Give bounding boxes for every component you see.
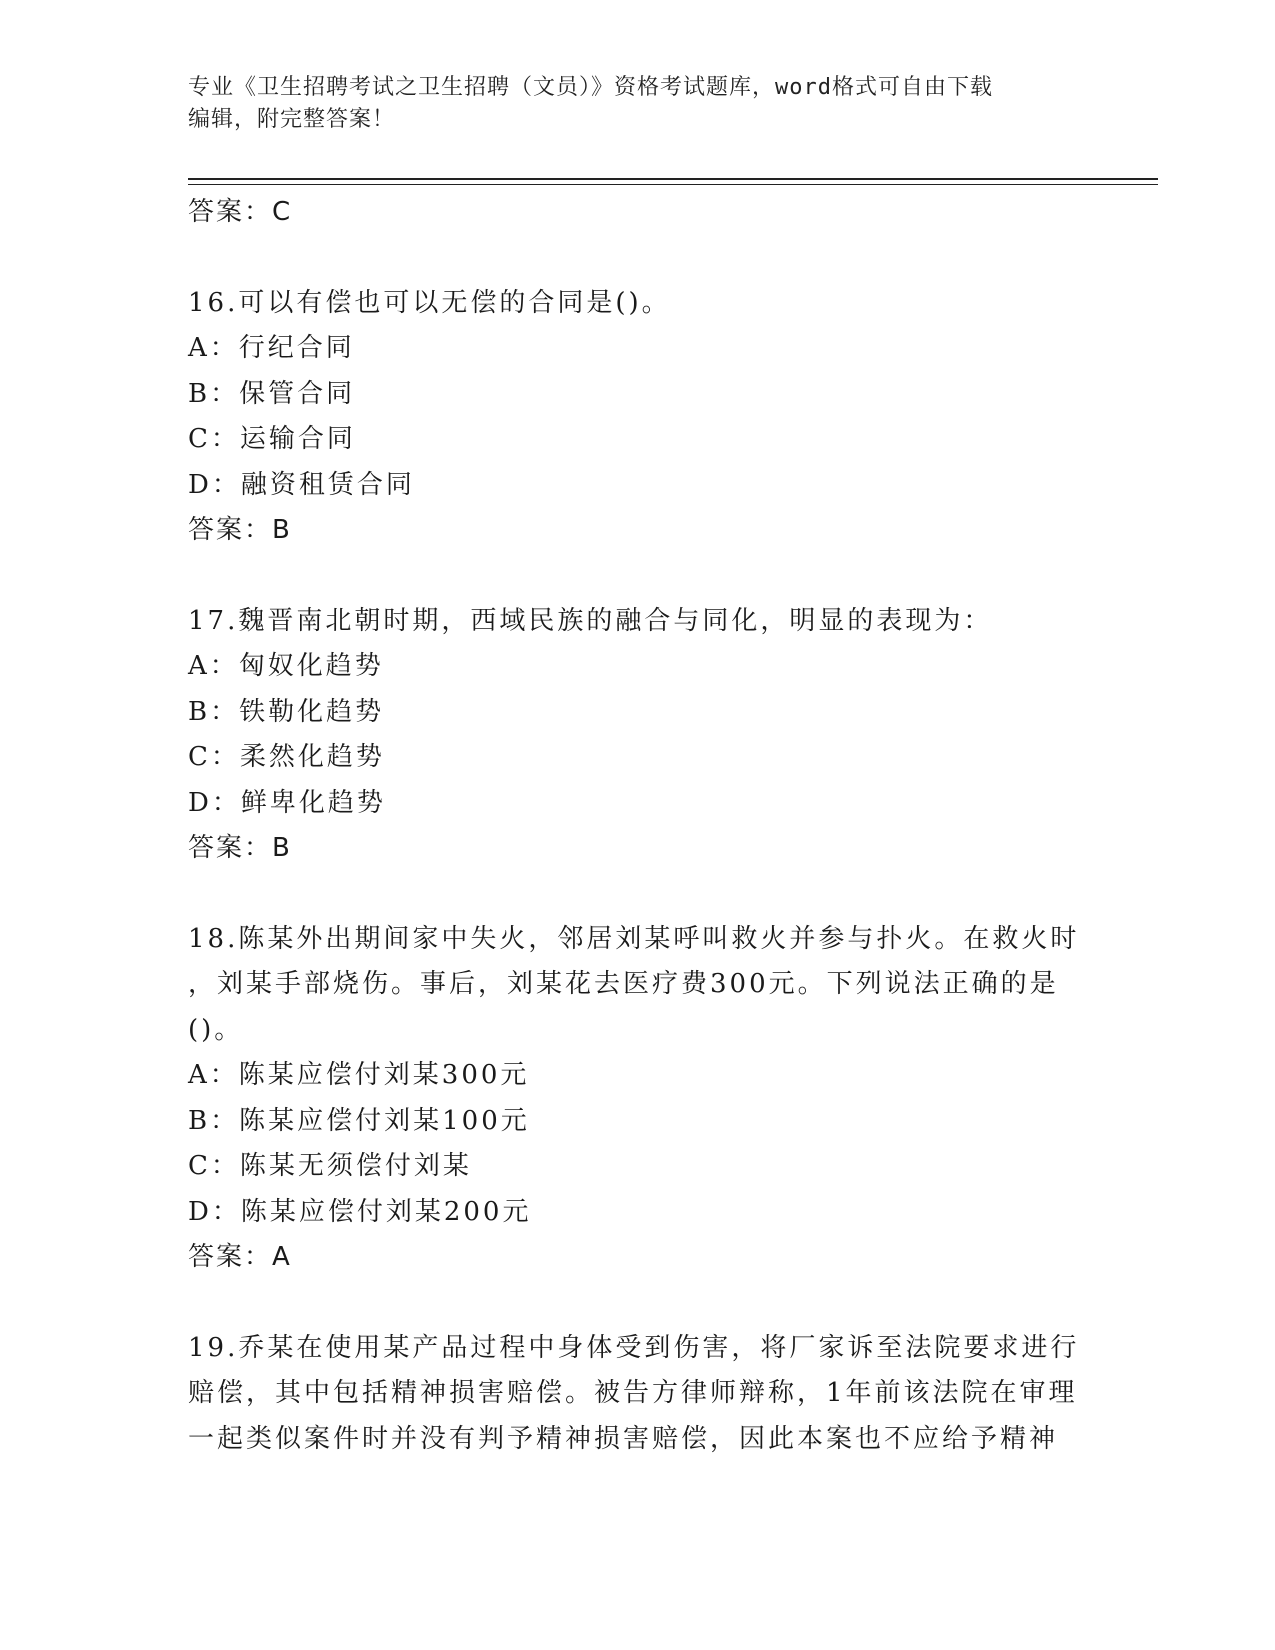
option-d: D：陈某应偿付刘某200元: [188, 1196, 532, 1227]
spacer: [188, 236, 1088, 281]
spacer: [188, 872, 1088, 917]
header-divider-thin: [188, 184, 1158, 185]
question-list: [188, 190, 1088, 1462]
option-c: C：柔然化趋势: [188, 742, 385, 772]
question-stem-line-2: 赔偿，其中包括精神损害赔偿。被告方律师辩称，1年前该法院在审理: [188, 1378, 1078, 1408]
header-line-2: 编辑，附完整答案！: [188, 107, 396, 132]
option-d: D：鲜卑化趋势: [188, 787, 386, 818]
question-stem-line-2: ，刘某手部烧伤。事后，刘某花去医疗费300元。下列说法正确的是: [188, 969, 1059, 999]
spacer: [188, 554, 1088, 599]
document-header: [188, 72, 1088, 136]
question-stem: 17.魏晋南北朝时期，西域民族的融合与同化，明显的表现为：: [188, 605, 993, 636]
header-line-1: 专业《卫生招聘考试之卫生招聘（文员）》资格考试题库，word格式可自由下载: [188, 75, 993, 100]
question-block: [188, 281, 1088, 554]
option-c: C：陈某无须偿付刘某: [188, 1151, 472, 1181]
question-block: [188, 599, 1088, 872]
answer-line: 答案：B: [188, 833, 292, 863]
question-stem-line-3: 一起类似案件时并没有判予精神损害赔偿，因此本案也不应给予精神: [188, 1423, 1059, 1454]
question-stem-line-3: ()。: [188, 1014, 244, 1045]
option-d: D：融资租赁合同: [188, 469, 415, 500]
option-a: A：陈某应偿付刘某300元: [188, 1060, 530, 1090]
option-b: B：陈某应偿付刘某100元: [188, 1105, 530, 1136]
answer-line: 答案：C: [188, 197, 293, 227]
spacer: [188, 1281, 1088, 1326]
question-block: [188, 917, 1088, 1281]
option-b: B：保管合同: [188, 378, 356, 409]
question-stem: 16.可以有偿也可以无偿的合同是()。: [188, 287, 671, 318]
question-stem-line-1: 19.乔某在使用某产品过程中身体受到伤害，将厂家诉至法院要求进行: [188, 1332, 1080, 1363]
option-c: C：运输合同: [188, 424, 356, 454]
answer-line: 答案：B: [188, 515, 292, 545]
question-block: [188, 1326, 1088, 1463]
option-a: A：行纪合同: [188, 333, 355, 363]
option-b: B：铁勒化趋势: [188, 696, 385, 727]
answer-line: 答案：A: [188, 1242, 292, 1272]
header-divider-thick: [188, 178, 1158, 180]
option-a: A：匈奴化趋势: [188, 651, 384, 681]
question-stem-line-1: 18.陈某外出期间家中失火，邻居刘某呼叫救火并参与扑火。在救火时: [188, 923, 1080, 954]
